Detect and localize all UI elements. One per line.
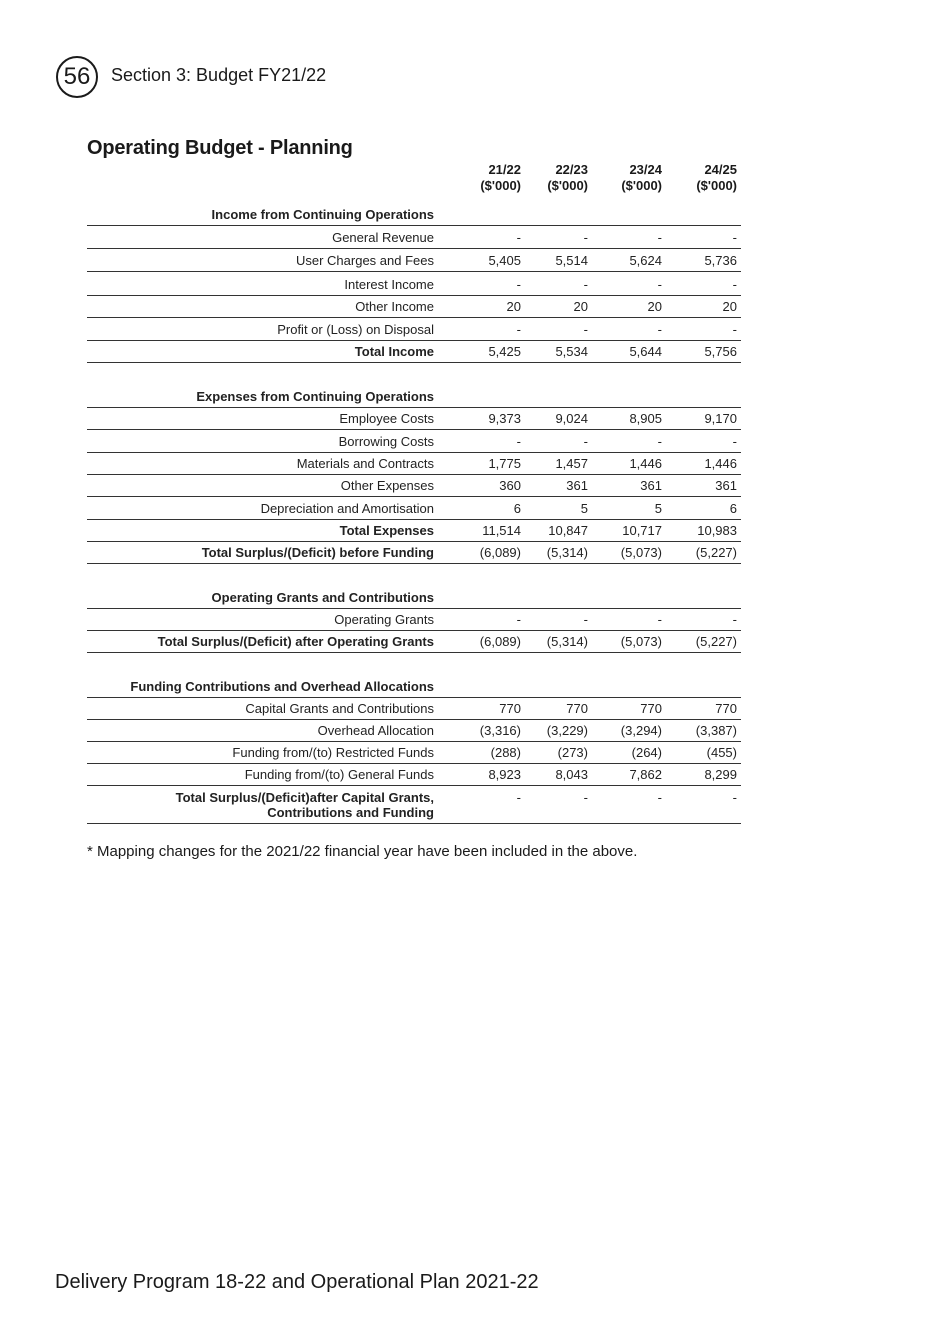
cell-value: 10,717	[622, 523, 662, 538]
cell-value: 10,983	[697, 523, 737, 538]
cell-value: -	[657, 277, 662, 292]
table-row-total	[87, 630, 741, 653]
row-label: Total Surplus/(Deficit)after Capital Grants, Contributions and Funding	[175, 790, 434, 820]
cell-value: -	[657, 322, 662, 337]
cell-value: 20	[722, 299, 737, 314]
footer-title: Delivery Program 18-22 and Operational Plan 2021-22	[55, 1271, 539, 1293]
cell-value: 5,644	[629, 344, 662, 359]
cell-value: 1,775	[488, 456, 521, 471]
table-row-total	[87, 541, 741, 564]
cell-value: -	[583, 434, 588, 449]
cell-value: -	[657, 790, 662, 805]
cell-value: -	[583, 277, 588, 292]
section-title: Section 3: Budget FY21/22	[111, 65, 327, 85]
row-label: Funding Contributions and Overhead Allocations	[130, 679, 434, 694]
cell-value: (5,227)	[695, 634, 737, 649]
cell-value: 6	[513, 501, 521, 516]
cell-value: 5,425	[488, 344, 521, 359]
row-label: Interest Income	[344, 277, 434, 292]
table-row-total	[87, 340, 741, 363]
cell-value: (264)	[631, 745, 662, 760]
table-row	[87, 452, 741, 475]
row-label: Total Surplus/(Deficit) before Funding	[201, 545, 434, 560]
cell-value: -	[583, 612, 588, 627]
cell-value: 8,905	[629, 411, 662, 426]
cell-value: (5,227)	[695, 545, 737, 560]
cell-value: -	[732, 612, 737, 627]
row-label: Other Expenses	[340, 478, 434, 493]
cell-value: (6,089)	[479, 545, 521, 560]
cell-value: 1,446	[629, 456, 662, 471]
table-row	[87, 474, 741, 497]
cell-value: (5,314)	[546, 634, 588, 649]
row-label: General Revenue	[332, 230, 434, 245]
table-row	[87, 249, 741, 272]
table-row	[87, 741, 741, 764]
row-label: Total Surplus/(Deficit) after Operating Grants	[157, 634, 434, 649]
cell-value: 5,534	[555, 344, 588, 359]
cell-value: -	[657, 230, 662, 245]
cell-value: -	[657, 612, 662, 627]
table-row	[87, 763, 741, 786]
cell-value: (5,314)	[546, 545, 588, 560]
cell-value: -	[732, 790, 737, 805]
cell-value: (273)	[557, 745, 588, 760]
column-header-2122: 21/22 ($'000)	[480, 162, 521, 193]
cell-value: (5,073)	[620, 545, 662, 560]
table-row	[87, 295, 741, 318]
page-title: Operating Budget - Planning	[87, 137, 353, 159]
row-label: Employee Costs	[339, 411, 434, 426]
cell-value: 8,923	[488, 767, 521, 782]
cell-value: 5,624	[629, 253, 662, 268]
cell-value: 7,862	[629, 767, 662, 782]
table-row	[87, 318, 741, 341]
row-label: Income from Continuing Operations	[211, 207, 434, 222]
footnote: * Mapping changes for the 2021/22 financial year have been included in the above.	[87, 843, 638, 860]
cell-value: -	[516, 612, 521, 627]
cell-value: 6	[729, 501, 737, 516]
cell-value: 5	[580, 501, 588, 516]
cell-value: 5,405	[488, 253, 521, 268]
row-label: Total Expenses	[339, 523, 434, 538]
cell-value: 1,457	[555, 456, 588, 471]
cell-value: -	[516, 434, 521, 449]
table-row	[87, 608, 741, 631]
row-label: Expenses from Continuing Operations	[196, 389, 434, 404]
cell-value: 8,299	[704, 767, 737, 782]
cell-value: 8,043	[555, 767, 588, 782]
cell-value: -	[732, 434, 737, 449]
cell-value: (6,089)	[479, 634, 521, 649]
cell-value: 770	[715, 701, 737, 716]
cell-value: -	[657, 434, 662, 449]
cell-value: 770	[499, 701, 521, 716]
cell-value: 5,756	[704, 344, 737, 359]
cell-value: -	[516, 277, 521, 292]
cell-value: 9,024	[555, 411, 588, 426]
cell-value: (3,316)	[479, 723, 521, 738]
row-label: Profit or (Loss) on Disposal	[277, 322, 434, 337]
table-row	[87, 273, 741, 296]
row-label: Borrowing Costs	[338, 434, 434, 449]
cell-value: 20	[573, 299, 588, 314]
column-header-2425: 24/25 ($'000)	[696, 162, 737, 193]
table-row	[87, 719, 741, 742]
table-row	[87, 407, 741, 430]
cell-value: (5,073)	[620, 634, 662, 649]
cell-value: -	[732, 277, 737, 292]
page-number-badge: 56	[56, 56, 98, 98]
cell-value: 9,170	[704, 411, 737, 426]
table-row	[87, 385, 741, 408]
table-row-total	[87, 519, 741, 542]
table-row-total	[87, 785, 741, 824]
row-label: Materials and Contracts	[296, 456, 434, 471]
cell-value: 360	[499, 478, 521, 493]
cell-value: (455)	[706, 745, 737, 760]
row-label: Depreciation and Amortisation	[260, 501, 434, 516]
cell-value: -	[516, 230, 521, 245]
table-row	[87, 697, 741, 720]
cell-value: -	[516, 322, 521, 337]
table-row	[87, 497, 741, 520]
row-label: User Charges and Fees	[295, 253, 434, 268]
table-row	[87, 226, 741, 249]
cell-value: 9,373	[488, 411, 521, 426]
row-label: Total Income	[354, 344, 434, 359]
cell-value: (288)	[490, 745, 521, 760]
cell-value: (3,387)	[695, 723, 737, 738]
cell-value: 1,446	[704, 456, 737, 471]
cell-value: 361	[640, 478, 662, 493]
cell-value: 20	[647, 299, 662, 314]
cell-value: 10,847	[548, 523, 588, 538]
row-label: Funding from/(to) General Funds	[244, 767, 434, 782]
cell-value: -	[732, 322, 737, 337]
table-row	[87, 586, 741, 609]
row-label: Other Income	[355, 299, 434, 314]
row-label: Overhead Allocation	[317, 723, 434, 738]
cell-value: (3,229)	[546, 723, 588, 738]
cell-value: 5	[654, 501, 662, 516]
cell-value: -	[583, 790, 588, 805]
row-label: Funding from/(to) Restricted Funds	[232, 745, 434, 760]
cell-value: -	[583, 230, 588, 245]
cell-value: 20	[506, 299, 521, 314]
table-row	[87, 675, 741, 698]
table-row	[87, 430, 741, 453]
cell-value: -	[732, 230, 737, 245]
cell-value: 770	[566, 701, 588, 716]
row-label: Operating Grants and Contributions	[211, 590, 434, 605]
row-label: Capital Grants and Contributions	[245, 701, 434, 716]
cell-value: 5,736	[704, 253, 737, 268]
cell-value: 361	[566, 478, 588, 493]
cell-value: -	[583, 322, 588, 337]
cell-value: 361	[715, 478, 737, 493]
column-header-2324: 23/24 ($'000)	[621, 162, 662, 193]
cell-value: 11,514	[482, 523, 521, 538]
cell-value: 5,514	[555, 253, 588, 268]
row-label: Operating Grants	[334, 612, 434, 627]
cell-value: (3,294)	[620, 723, 662, 738]
column-header-2223: 22/23 ($'000)	[547, 162, 588, 193]
table-row	[87, 203, 741, 226]
cell-value: -	[516, 790, 521, 805]
cell-value: 770	[640, 701, 662, 716]
